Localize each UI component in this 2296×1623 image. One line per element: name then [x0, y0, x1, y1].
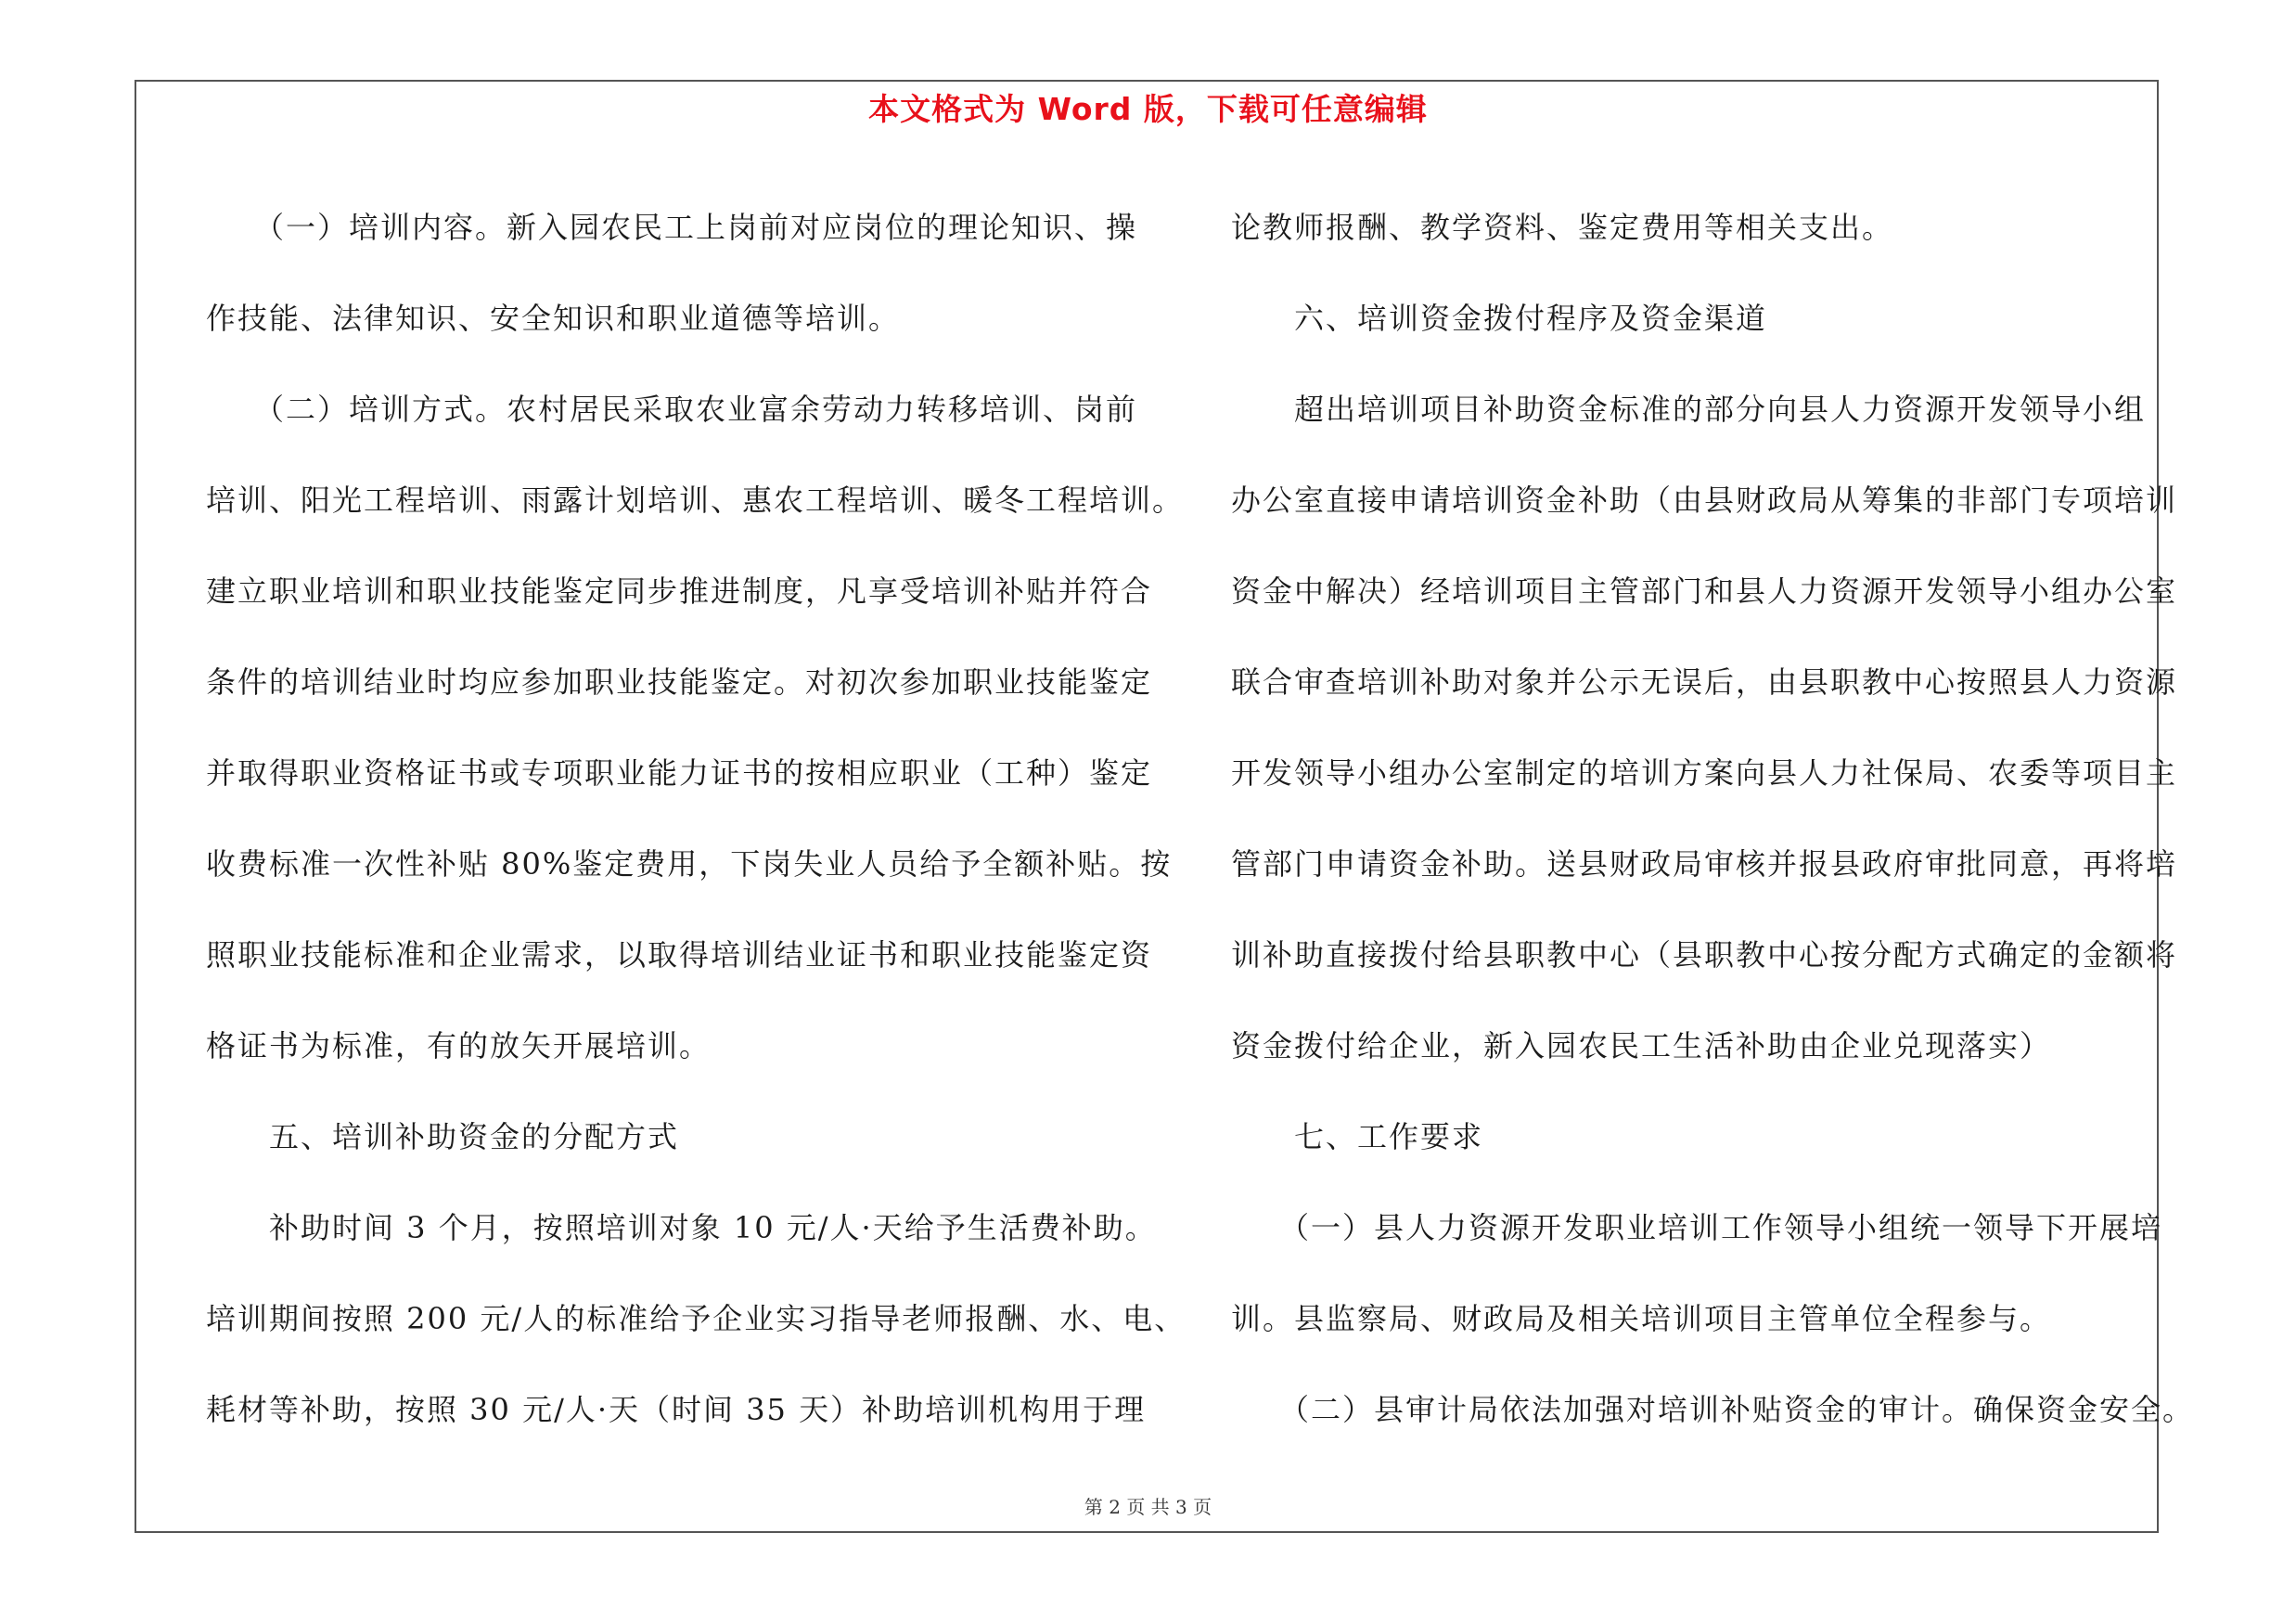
- text-line: 五、培训补助资金的分配方式: [206, 1119, 680, 1154]
- text-line: 补助时间 3 个月，按照培训对象 10 元/人·天给予生活费补助。: [206, 1210, 1157, 1245]
- text-line: 训补助直接拨付给县职教中心（县职教中心按分配方式确定的金额将: [1231, 937, 2178, 973]
- text-line: 管部门申请资金补助。送县财政局审核并报县政府审批同意，再将培: [1231, 846, 2178, 882]
- text-line: 建立职业培训和职业技能鉴定同步推进制度，凡享受培训补贴并符合: [206, 573, 1153, 609]
- text-line: （二）培训方式。农村居民采取农业富余劳动力转移培训、岗前: [206, 392, 1138, 427]
- text-line: 联合审查培训补助对象并公示无误后，由县职教中心按照县人力资源: [1231, 664, 2178, 700]
- text-line: （二）县审计局依法加强对培训补贴资金的审计。确保资金安全。: [1231, 1392, 2195, 1427]
- text-line: 资金拨付给企业，新入园农民工生活补助由企业兑现落实）: [1231, 1028, 2052, 1063]
- text-line: 培训、阳光工程培训、雨露计划培训、惠农工程培训、暖冬工程培训。: [206, 483, 1185, 518]
- text-line: 收费标准一次性补贴 80%鉴定费用，下岗失业人员给予全额补贴。按: [206, 846, 1173, 882]
- text-line: 开发领导小组办公室制定的培训方案向县人力社保局、农委等项目主: [1231, 755, 2178, 791]
- text-line: 超出培训项目补助资金标准的部分向县人力资源开发领导小组: [1231, 392, 2147, 427]
- text-line: 论教师报酬、教学资料、鉴定费用等相关支出。: [1231, 210, 1894, 245]
- text-line: 培训期间按照 200 元/人的标准给予企业实习指导老师报酬、水、电、: [206, 1301, 1186, 1336]
- text-line: （一）培训内容。新入园农民工上岗前对应岗位的理论知识、操: [206, 210, 1138, 245]
- text-line: 照职业技能标准和企业需求，以取得培训结业证书和职业技能鉴定资: [206, 937, 1153, 973]
- text-line: 资金中解决）经培训项目主管部门和县人力资源开发领导小组办公室: [1231, 573, 2178, 609]
- right-column: [1231, 182, 2195, 1455]
- left-column: [206, 182, 1186, 1455]
- page-number-footer: 第 2 页 共 3 页: [1084, 1496, 1212, 1518]
- text-line: 办公室直接申请培训资金补助（由县财政局从筹集的非部门专项培训: [1231, 483, 2178, 518]
- text-line: 并取得职业资格证书或专项职业能力证书的按相应职业（工种）鉴定: [206, 755, 1153, 791]
- text-line: （一）县人力资源开发职业培训工作领导小组统一领导下开展培: [1231, 1210, 2163, 1245]
- text-line: 六、培训资金拨付程序及资金渠道: [1231, 301, 1768, 336]
- format-banner: 本文格式为 Word 版，下载可任意编辑: [868, 91, 1428, 127]
- text-line: 七、工作要求: [1231, 1119, 1484, 1154]
- text-line: 作技能、法律知识、安全知识和职业道德等培训。: [206, 301, 901, 336]
- text-line: 训。县监察局、财政局及相关培训项目主管单位全程参与。: [1231, 1301, 2052, 1336]
- text-line: 格证书为标准，有的放矢开展培训。: [206, 1028, 712, 1063]
- text-line: 条件的培训结业时均应参加职业技能鉴定。对初次参加职业技能鉴定: [206, 664, 1153, 700]
- text-line: 耗材等补助，按照 30 元/人·天（时间 35 天）补助培训机构用于理: [206, 1392, 1147, 1427]
